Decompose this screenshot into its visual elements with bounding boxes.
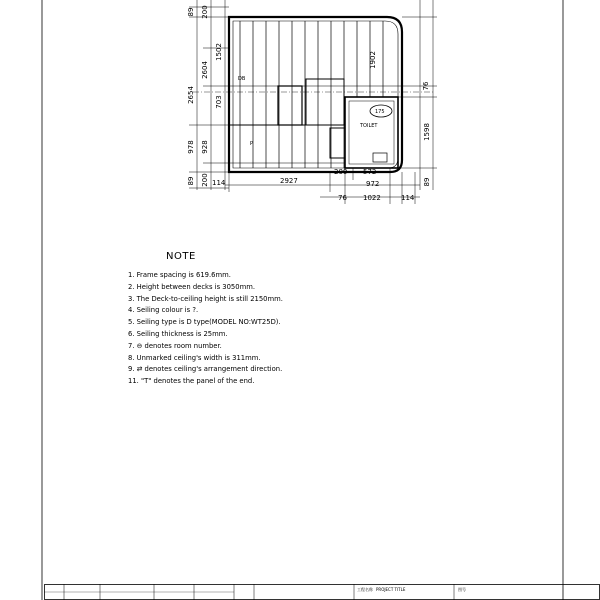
note-item: 4. Seiling colour is ?. — [128, 306, 199, 315]
dim-left-9: 200 — [201, 173, 209, 187]
dim-left-6: 703 — [215, 95, 223, 109]
titleblock-drawing-no: 图号 — [458, 587, 466, 592]
titleblock-project-cn: 工程名称 — [357, 587, 373, 592]
dim-ticks-bottom — [229, 168, 415, 204]
note-item: 1. Frame spacing is 619.6mm. — [128, 271, 231, 279]
room-p-label: P — [250, 141, 254, 147]
dim-left-7: 978 — [187, 140, 195, 154]
dim-bottom-7: 1022 — [363, 194, 381, 202]
dim-bottom-1: 114 — [212, 179, 226, 187]
dim-left-1: 89 — [187, 7, 195, 17]
dim-left-5: 1502 — [215, 43, 223, 61]
dim-left-4: 2604 — [201, 61, 209, 79]
dim-left-8: 928 — [201, 140, 209, 154]
note-list — [128, 270, 283, 388]
dim-right-2: 76 — [422, 81, 430, 91]
dim-bottom-4: 972 — [366, 180, 380, 188]
dim-bottom-9: 89 — [423, 177, 431, 187]
room-outline — [229, 17, 402, 172]
note-item: 2. Height between decks is 3050mm. — [128, 282, 255, 291]
dim-ticks-left — [189, 7, 229, 188]
dim-ticks-right — [398, 17, 437, 168]
dim-bottom-3: 200 — [334, 168, 348, 176]
titleblock-project-title: PROJECT TITLE — [376, 587, 406, 592]
note-item: 7. ⊖ denotes room number. — [128, 341, 222, 350]
note-item: 6. Seiling thickness is 25mm. — [128, 329, 228, 338]
dim-left-10: 89 — [187, 176, 195, 186]
room-db-label: DB — [238, 76, 246, 82]
note-item: 11. "T" denotes the panel of the end. — [128, 377, 255, 386]
toilet-fixture — [373, 153, 387, 162]
room-number-label: 175 — [375, 109, 385, 115]
note-title: NOTE — [166, 251, 196, 262]
dim-bottom-2: 2927 — [280, 177, 298, 185]
note-item: 8. Unmarked ceiling's width is 311mm. — [128, 353, 261, 362]
dim-bottom-8: 114 — [401, 194, 415, 202]
note-item: 3. The Deck-to-ceiling height is still 2150mm. — [128, 294, 283, 303]
room-inner-outline — [233, 21, 398, 168]
dim-left-2: 200 — [201, 5, 209, 19]
dim-right-3: 1598 — [423, 123, 431, 141]
title-block — [44, 584, 600, 600]
dim-right-1: 1902 — [369, 51, 377, 69]
dim-bottom-5: 572 — [363, 168, 377, 176]
dim-left-3: 2654 — [187, 86, 195, 104]
small-box — [330, 128, 345, 158]
note-item: 9. ⇄ denotes ceiling's arrangement direction. — [128, 365, 283, 374]
note-item: 5. Seiling type is D type(MODEL NO:WT25D). — [128, 318, 281, 327]
ceiling-panels — [240, 21, 383, 168]
toilet-label: TOILET — [360, 123, 378, 129]
dim-bottom-6: 76 — [338, 194, 347, 202]
